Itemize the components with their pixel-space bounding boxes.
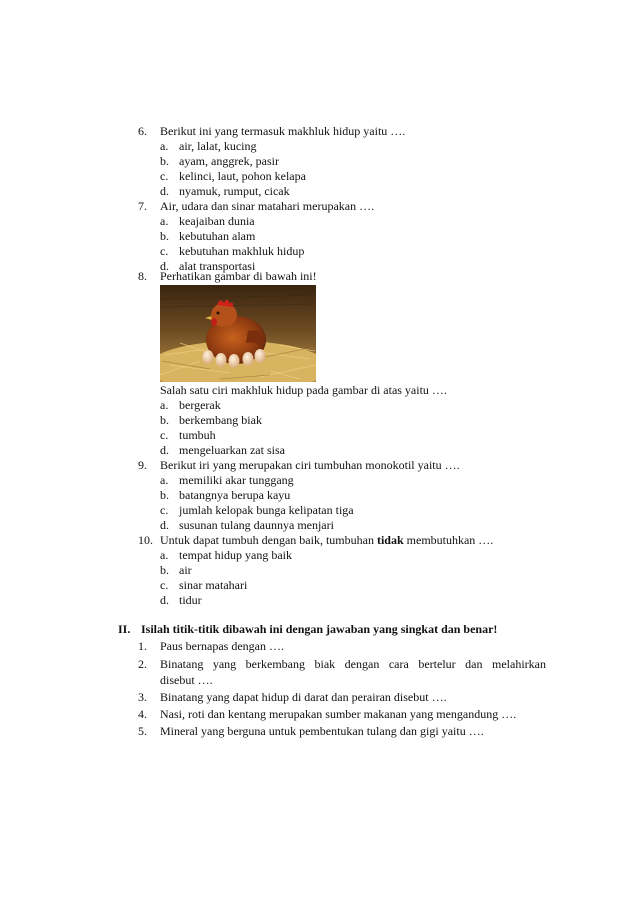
short-question-2-text: Binatang yang berkembang biak dengan cara bertelur dan melahirkan: [160, 657, 546, 671]
section-2-heading: [118, 622, 497, 637]
short-question-4: [138, 707, 516, 722]
question-text: Berikut ini yang termasuk makhluk hidup yaitu ….: [160, 124, 406, 138]
option-6b: [160, 154, 279, 169]
question-number: 9.: [138, 458, 147, 472]
question-text: Binatang yang dapat hidup di darat dan perairan disebut ….: [160, 690, 447, 704]
option-letter: d.: [160, 259, 169, 273]
short-question-3: [138, 690, 447, 705]
option-text: mengeluarkan zat sisa: [179, 443, 285, 457]
option-8c: [160, 428, 216, 443]
option-text: alat transportasi: [179, 259, 256, 273]
option-text: air: [179, 563, 192, 577]
option-9c: [160, 503, 354, 518]
option-text: susunan tulang daunnya menjari: [179, 518, 334, 532]
option-text: kebutuhan makhluk hidup: [179, 244, 305, 258]
question-text: Perhatikan gambar di bawah ini!: [160, 269, 317, 283]
question-text: Nasi, roti dan kentang merupakan sumber makanan yang mengandung ….: [160, 707, 517, 721]
option-text: keajaiban dunia: [179, 214, 255, 228]
option-letter: b.: [160, 154, 169, 168]
option-text: bergerak: [179, 398, 221, 412]
option-10c: [160, 578, 247, 593]
option-9b: [160, 488, 290, 503]
option-letter: c.: [160, 503, 169, 517]
question-number: 7.: [138, 199, 147, 213]
question-text-after: membutuhkan ….: [403, 533, 494, 547]
option-7b: [160, 229, 255, 244]
option-6d: [160, 184, 290, 199]
question-number: 2.: [138, 657, 147, 671]
option-text: tempat hidup yang baik: [179, 548, 292, 562]
option-text: tumbuh: [179, 428, 216, 442]
option-letter: c.: [160, 578, 169, 592]
question-number: 3.: [138, 690, 147, 704]
option-text: nyamuk, rumput, cicak: [179, 184, 290, 198]
option-letter: a.: [160, 139, 169, 153]
option-text: kebutuhan alam: [179, 229, 256, 243]
option-10d: [160, 593, 202, 608]
option-8b: [160, 413, 262, 428]
option-text: batangnya berupa kayu: [179, 488, 291, 502]
section-number: II.: [118, 622, 131, 636]
short-question-1: [138, 639, 284, 654]
short-question-2-number: [138, 657, 160, 672]
section-title: Isilah titik-titik dibawah ini dengan jawaban yang singkat dan benar!: [141, 622, 498, 636]
option-letter: c.: [160, 428, 169, 442]
option-text: jumlah kelopak bunga kelipatan tiga: [179, 503, 354, 517]
option-9a: [160, 473, 294, 488]
option-letter: c.: [160, 169, 169, 183]
option-letter: a.: [160, 473, 169, 487]
option-8a: [160, 398, 221, 413]
question-text-before: Untuk dapat tumbuh dengan baik, tumbuhan: [160, 533, 377, 547]
option-letter: b.: [160, 413, 169, 427]
option-letter: a.: [160, 214, 169, 228]
question-text: Mineral yang berguna untuk pembentukan tulang dan gigi yaitu ….: [160, 724, 484, 738]
option-10b: [160, 563, 192, 578]
question-text: Paus bernapas dengan ….: [160, 639, 284, 653]
option-10a: [160, 548, 292, 563]
option-letter: d.: [160, 184, 169, 198]
question-number: 8.: [138, 269, 147, 283]
option-text: sinar matahari: [179, 578, 248, 592]
option-text: memiliki akar tunggang: [179, 473, 294, 487]
option-7c: [160, 244, 304, 259]
short-question-2-continued: disebut ….: [160, 673, 213, 687]
option-text: berkembang biak: [179, 413, 262, 427]
option-letter: a.: [160, 398, 169, 412]
option-letter: d.: [160, 593, 169, 607]
option-letter: b.: [160, 488, 169, 502]
option-text: kelinci, laut, pohon kelapa: [179, 169, 306, 183]
question-number: 4.: [138, 707, 147, 721]
option-6c: [160, 169, 306, 184]
option-letter: c.: [160, 244, 169, 258]
option-letter: a.: [160, 548, 169, 562]
option-letter: d.: [160, 443, 169, 457]
question-number: 6.: [138, 124, 147, 138]
question-number: 1.: [138, 639, 147, 653]
option-9d: [160, 518, 334, 533]
option-6a: [160, 139, 257, 154]
question-number: 5.: [138, 724, 147, 738]
option-letter: b.: [160, 563, 169, 577]
option-7a: [160, 214, 255, 229]
option-text: ayam, anggrek, pasir: [179, 154, 279, 168]
question-number: 10.: [138, 533, 153, 547]
option-8d: [160, 443, 285, 458]
question-8-caption: Salah satu ciri makhluk hidup pada gambar di atas yaitu ….: [160, 383, 447, 397]
question-text-emphasis: tidak: [376, 533, 404, 547]
short-question-5: [138, 724, 484, 739]
question-text: Air, udara dan sinar matahari merupakan ….: [160, 199, 375, 213]
question-text: Berikut iri yang merupakan ciri tumbuhan monokotil yaitu ….: [160, 458, 460, 472]
question-text: [160, 533, 493, 548]
option-letter: d.: [160, 518, 169, 532]
option-text: air, lalat, kucing: [179, 139, 257, 153]
option-text: tidur: [179, 593, 202, 607]
option-letter: b.: [160, 229, 169, 243]
hen-on-eggs-photo: [160, 285, 316, 382]
